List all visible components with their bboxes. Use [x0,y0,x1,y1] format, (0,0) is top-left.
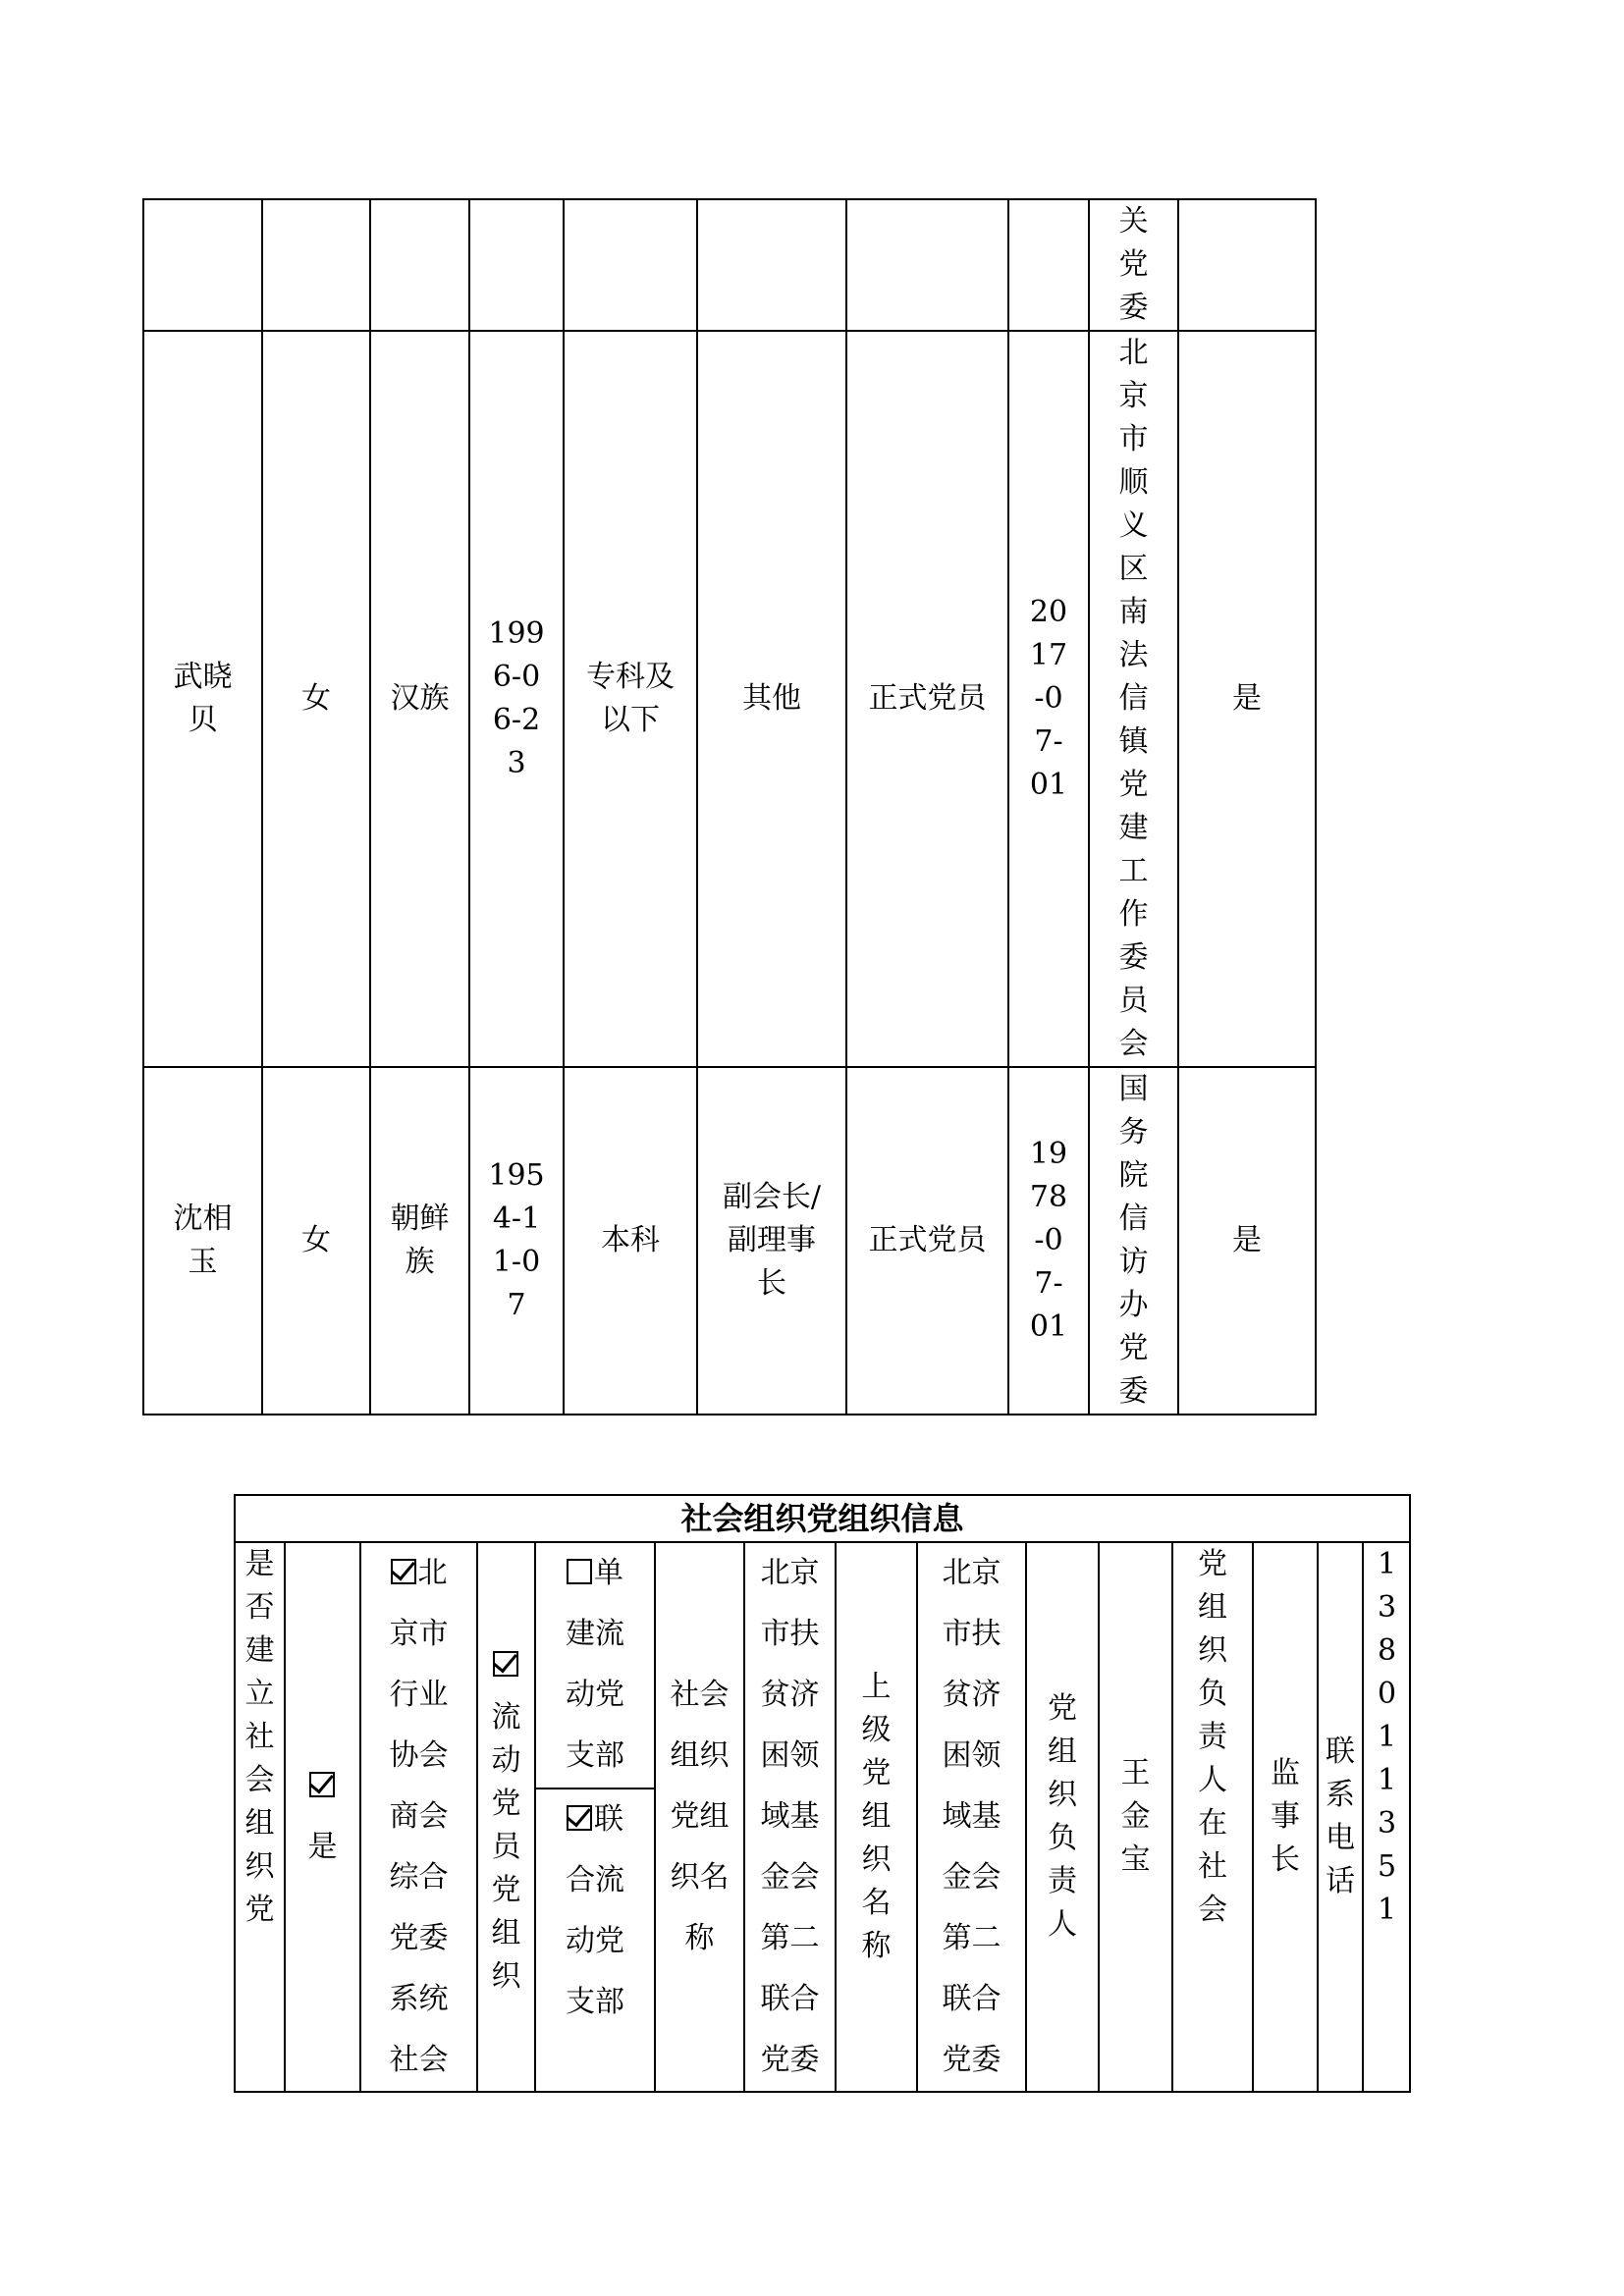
join-date-cell [1008,1067,1089,1415]
ethnicity-cell [370,331,469,1067]
org-name-label-cell [655,1542,744,2092]
mobile-label-cell [477,1542,535,2092]
name-cell [143,1067,262,1415]
member-type: 正式党员 [868,681,987,716]
join-date-cell [1008,331,1089,1067]
established-value-cell [285,1542,360,2092]
org-cell [1089,199,1178,331]
position-cell [697,1067,846,1415]
org-name-value: 北京市扶贫济困领域基金会第二联合党委 [760,1556,820,2077]
table-row [143,199,1316,331]
member-name: 武晓贝 [173,660,233,737]
established-value: 是 [307,1830,338,1864]
member-gender: 女 [301,681,331,716]
ethnicity-cell [370,1067,469,1415]
mobile-label: 流动党员党组织 [491,1700,521,1994]
org-name-label: 社会组织党组织名称 [670,1678,730,1955]
joint-branch-cell [535,1789,655,2092]
org-info-table [234,1494,1411,2093]
table-row [235,1542,1410,1789]
birth-date-cell [469,331,564,1067]
established-label: 是否建立社会组织党 [244,1547,275,1927]
member-table [142,198,1317,1415]
parent-org-value: 北京市扶贫济困领域基金会第二联合党委 [942,1556,1001,2077]
member-ethnicity: 汉族 [390,681,450,716]
member-position: 其他 [742,681,801,716]
table-row [143,331,1316,1067]
leader-value-cell [1099,1542,1172,2092]
org-cell [1089,331,1178,1067]
org-cell [1089,1067,1178,1415]
parent-org-value-cell [917,1542,1026,2092]
leader-label-cell [1026,1542,1099,2092]
phone-label-cell [1318,1542,1363,2092]
parent-system-checkbox[interactable] [391,1559,416,1584]
gender-cell [262,1067,370,1415]
flag-cell [1178,1067,1316,1415]
position-cell [697,331,846,1067]
member-gender: 女 [301,1223,331,1257]
member-birth-date: 1996-06-23 [488,616,545,780]
member-type-cell [846,1067,1008,1415]
phone-value-cell [1363,1542,1410,2092]
member-type: 正式党员 [868,1223,987,1257]
member-name: 沈相玉 [173,1201,233,1279]
phone-label: 联系电话 [1326,1735,1355,1898]
leader-position-value-cell [1253,1542,1318,2092]
member-flag: 是 [1232,1223,1262,1257]
leader-position-label: 党组织负责人在社会 [1198,1547,1227,1927]
education-cell [564,1067,697,1415]
leader-position-label-cell [1172,1542,1253,2092]
single-branch-cell [535,1542,655,1789]
education-cell [564,331,697,1067]
member-birth-date: 1954-11-07 [488,1158,545,1322]
established-checkbox[interactable] [309,1772,335,1797]
member-org: 北京市顺义区南法信镇党建工作委员会 [1118,336,1149,1061]
birth-date-cell [469,1067,564,1415]
org-name-value-cell [744,1542,836,2092]
parent-org-label-cell [836,1542,917,2092]
parent-org-label: 上级党组织名称 [861,1670,892,1963]
member-type-cell [846,331,1008,1067]
member-position: 副会长/副理事长 [722,1180,822,1301]
member-education: 专科及以下 [586,660,675,737]
member-ethnicity: 朝鲜族 [390,1201,450,1279]
parent-system-cell [360,1542,477,2092]
single-branch-label: 单建流动党支部 [566,1556,624,1774]
member-join-date: 1978-07-01 [1029,1137,1068,1344]
table-row [235,1495,1410,1542]
name-cell [143,331,262,1067]
joint-branch-checkbox[interactable] [567,1805,592,1831]
phone-value: 13801135 1 [1378,1547,1397,1927]
leader-position-value: 监事长 [1271,1756,1300,1877]
member-flag: 是 [1232,681,1262,716]
member-org: 国务院信访办党委 [1118,1072,1149,1409]
org-info-title: 社会组织党组织信息 [235,1495,1410,1542]
table-row [143,1067,1316,1415]
joint-branch-label: 联合流动党支部 [566,1801,624,2019]
flag-cell [1178,331,1316,1067]
org-tail: 关党委 [1118,204,1149,325]
member-education: 本科 [601,1223,660,1257]
gender-cell [262,331,370,1067]
single-branch-checkbox[interactable] [567,1559,592,1584]
leader-value: 王金宝 [1120,1756,1151,1877]
established-label-cell [235,1542,285,2092]
mobile-checkbox[interactable] [493,1651,518,1677]
parent-system-value: 北京市行业协会商会综合党委系统社会 [389,1556,449,2077]
member-join-date: 2017-07-01 [1029,595,1068,802]
leader-label: 党组织负责人 [1048,1691,1077,1942]
